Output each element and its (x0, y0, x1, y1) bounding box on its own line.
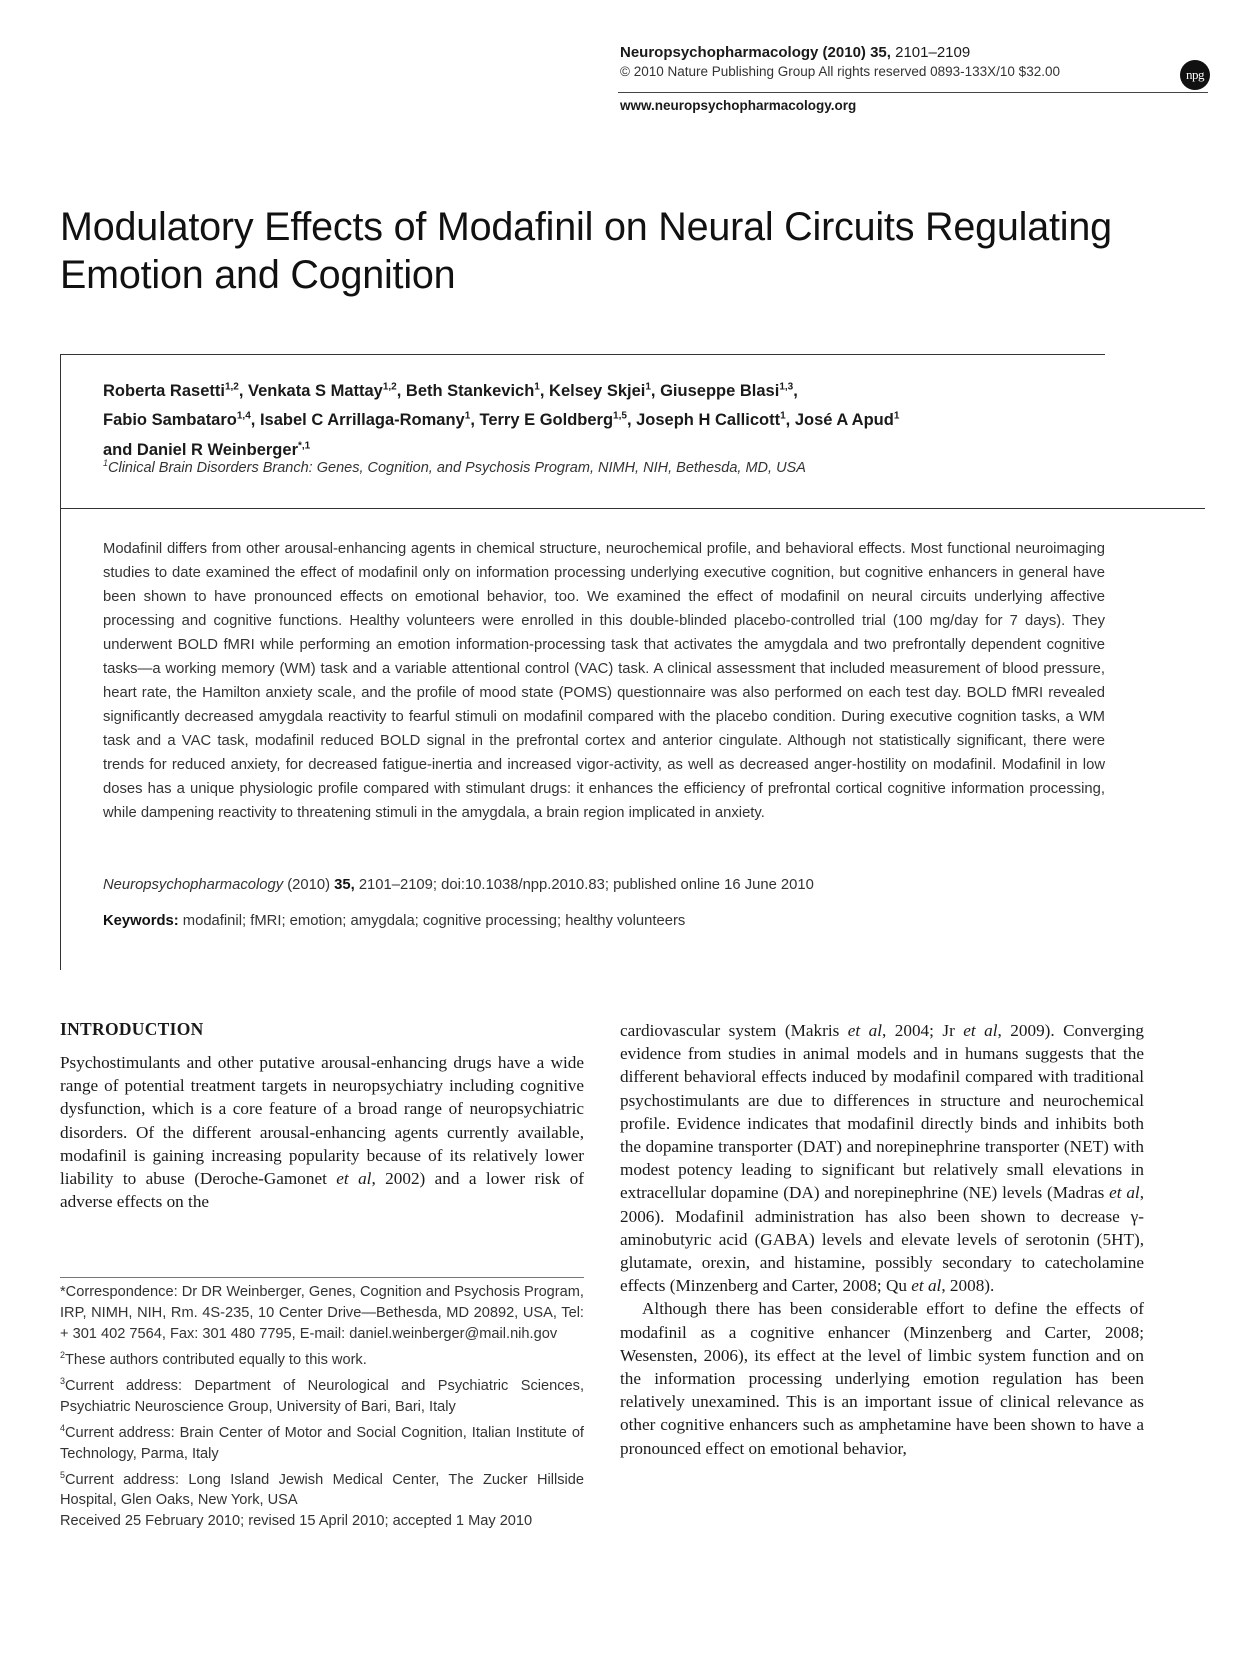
article-citation: Neuropsychopharmacology (2010) 35, 2101–2109; doi:10.1038/npp.2010.83; published online 16 June 2010 (103, 877, 814, 893)
body-paragraph: cardiovascular system (Makris et al, 2004; Jr et al, 2009). Converging evidence from studies in animal models and in humans suggests that the different behavioral effects induced by modafinil compared with traditional psychostimulants are due to differences in structure and neurochemical profile. Evidence indicates that modafinil directly binds and inhibits both the dopamine transporter (DAT) and norepinephrine transporter (NET) with modest potency leading to significant but relatively small elevations in extracellular dopamine (DA) and norepinephrine (NE) levels (Madras et al, 2006). Modafinil administration has also been shown to decrease γ-aminobutyric acid (GABA) levels and elevate levels of serotonin (5HT), glutamate, orexin, and histamine, possibly secondary to catecholamine effects (Minzenberg and Carter, 2008; Qu et al, 2008). (620, 1021, 1144, 1296)
copyright-line: © 2010 Nature Publishing Group All rights reserved 0893-133X/10 $32.00 (620, 64, 1060, 79)
author-name: José A Apud$^1$ (794, 410, 900, 429)
section-heading-introduction: INTRODUCTION (60, 1019, 204, 1039)
affiliation: $^1$Clinical Brain Disorders Branch: Genes, Cognition, and Psychosis Program, NIMH, NIH, Bethesda, MD, USA (103, 458, 806, 476)
author-name: Isabel C Arrillaga-Romany$^1$, (259, 410, 480, 429)
author-name: Beth Stankevich$^1$, (405, 381, 550, 400)
journal-volume: 35, (870, 44, 891, 61)
author-box-left-rule (60, 354, 61, 509)
article-title: Modulatory Effects of Modafinil on Neural Circuits Regulating Emotion and Cognition (60, 205, 1112, 297)
author-name: Kelsey Skjei$^1$, (549, 381, 661, 400)
right-column (620, 1019, 1144, 1460)
author-name: Venkata S Mattay$^{1,2}$, (248, 381, 406, 400)
journal-website-link[interactable]: www.neuropsychopharmacology.org (620, 98, 857, 113)
intro-paragraph: Psychostimulants and other putative arousal-enhancing drugs have a wide range of potential treatment targets in neuropsychiatry including cognitive dysfunction, which is a core feature of a broad range of neuropsychiatric disorders. Of the different arousal-enhancing agents currently available, modafinil is gaining increasing popularity because of its relatively lower liability to abuse (Deroche-Gamonet et al, 2002) and a lower risk of adverse effects on the (60, 1053, 584, 1212)
body-paragraph: Although there has been considerable effort to define the effects of modafinil as a cognitive enhancer (Minzenberg and Carter, 2008; Wesensten, 2006), its effect at the level of limbic system function and on the information processing underlying emotion regulation has been relatively unexamined. This is an important issue of clinical relevance as other cognitive enhancers such as amphetamine have been shown to have a pronounced effect on emotional behavior, (620, 1299, 1144, 1458)
author-name: Fabio Sambataro$^{1,4}$, (103, 410, 260, 429)
abstract-left-rule (60, 508, 61, 970)
footnote-divider (60, 1277, 584, 1278)
author-list (103, 374, 1103, 463)
npg-logo: npg (1180, 60, 1210, 90)
author-name: Joseph H Callicott$^1$, (636, 410, 795, 429)
author-box-bottom-rule (60, 508, 1205, 509)
keywords-list: modafinil; fMRI; emotion; amygdala; cognitive processing; healthy volunteers (178, 913, 686, 929)
author-name: and Daniel R Weinberger$^{*,1}$ (103, 440, 311, 459)
keywords (103, 913, 1105, 929)
author-name: Giuseppe Blasi$^{1,3}$, (660, 381, 798, 400)
header-divider (618, 92, 1208, 93)
keywords-label: Keywords: (103, 913, 179, 929)
footnote: $^3$Current address: Department of Neurological and Psychiatric Sciences, Psychiatric Neuroscience Group, University of Bari, Bari, Italy (60, 1375, 584, 1415)
journal-pages: 2101–2109 (895, 44, 971, 61)
footnote: $^5$Current address: Long Island Jewish Medical Center, The Zucker Hillside Hospital, Glen Oaks, New York, USA (60, 1469, 584, 1509)
journal-name: Neuropsychopharmacology (2010) (620, 44, 866, 61)
author-box-top-rule (60, 354, 1105, 355)
journal-citation-header (620, 44, 970, 61)
correspondence-footnote: *Correspondence: Dr DR Weinberger, Genes, Cognition and Psychosis Program, IRP, NIMH, NIH, Rm. 4S-235, 10 Center Drive—Bethesda, MD 20892, USA, Tel: + 301 402 7564, Fax: 301 480 7795, E-mail: daniel.weinberger@mail.nih.gov (60, 1284, 584, 1342)
author-name: Terry E Goldberg$^{1,5}$, (479, 410, 637, 429)
received-dates: Received 25 February 2010; revised 15 April 2010; accepted 1 May 2010 (60, 1513, 533, 1530)
footnotes (60, 1282, 584, 1532)
footnote: $^4$Current address: Brain Center of Motor and Social Cognition, Italian Institute of Technology, Parma, Italy (60, 1422, 584, 1462)
author-name: Roberta Rasetti$^{1,2}$, (103, 381, 249, 400)
abstract-text: Modafinil differs from other arousal-enhancing agents in chemical structure, neurochemical profile, and behavioral effects. Most functional neuroimaging studies to date examined the effect of modafinil only on information processing underlying executive cognition, but cognitive enhancers in general have been shown to have pronounced effects on emotional behavior, too. We examined the effect of modafinil on neural circuits underlying affective processing and cognitive functions. Healthy volunteers were enrolled in this double-blinded placebo-controlled trial (100 mg/day for 7 days). They underwent BOLD fMRI while performing an emotion information-processing task that activates the amygdala and two prefrontally dependent cognitive tasks—a working memory (WM) task and a variable attentional control (VAC) task. A clinical assessment that included measurement of blood pressure, heart rate, the Hamilton anxiety scale, and the profile of mood state (POMS) questionnaire was also performed on each test day. BOLD fMRI revealed significantly decreased amygdala reactivity to fearful stimuli on modafinil compared with the placebo condition. During executive cognition tasks, a WM task and a VAC task, modafinil reduced BOLD signal in the prefrontal cortex and anterior cingulate. Although not statistically significant, there were trends for reduced anxiety, for decreased fatigue-inertia and increased vigor-activity, as well as decreased anger-hostility on modafinil. Modafinil in low doses has a unique physiologic profile compared with stimulant drugs: it enhances the efficiency of prefrontal cortical cognitive information processing, while dampening reactivity to threatening stimuli in the amygdala, a brain region implicated in anxiety. (103, 541, 1105, 821)
footnote: $^2$These authors contributed equally to this work. (60, 1350, 367, 1368)
